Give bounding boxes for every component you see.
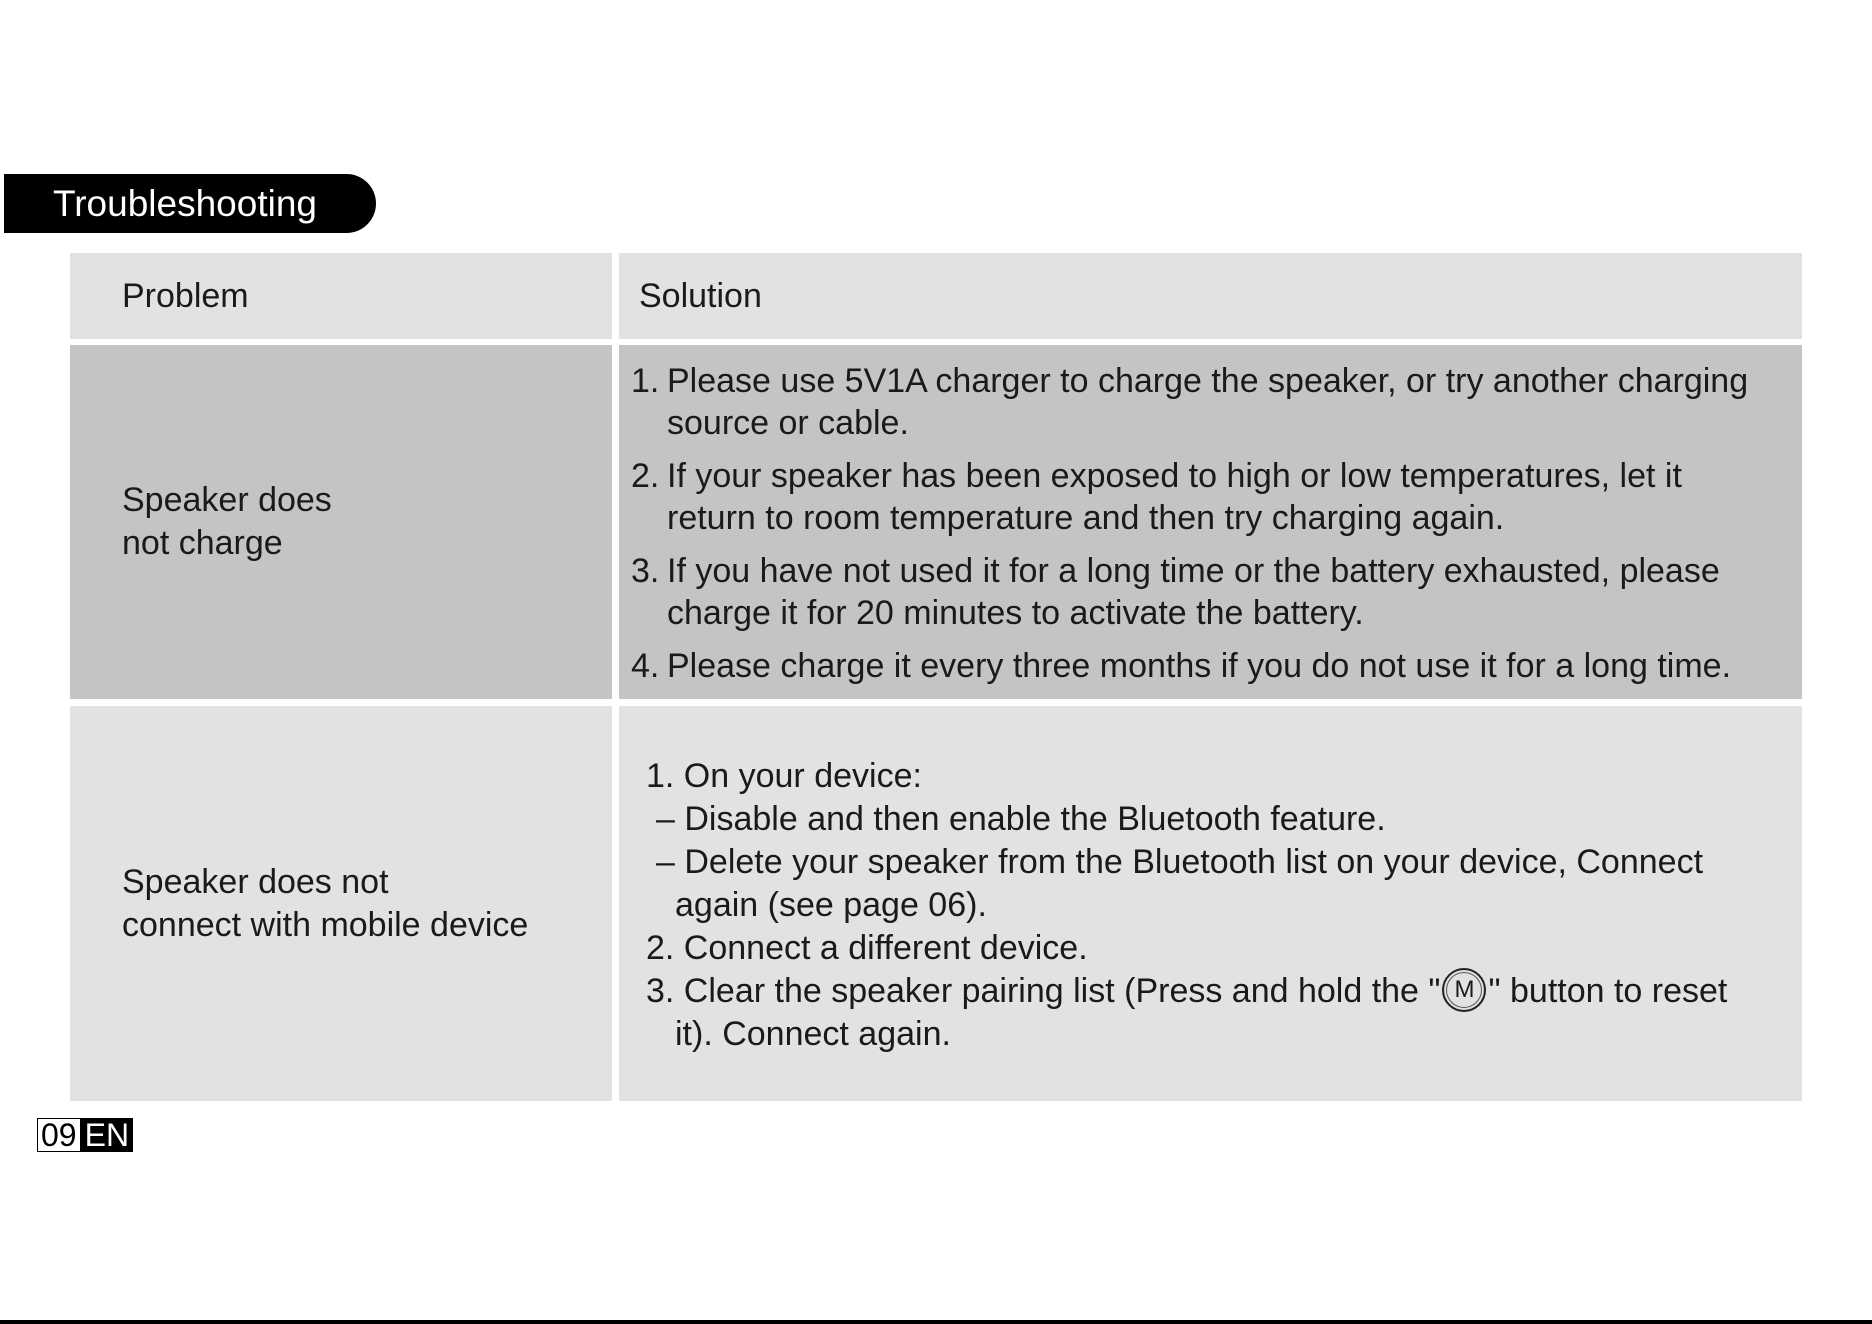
- solution-line: 1. On your device:: [646, 757, 922, 795]
- item-line: return to room temperature and then try charging again.: [667, 499, 1505, 537]
- row1-problem: [70, 345, 612, 699]
- language-badge: EN: [81, 1118, 133, 1152]
- solution-line: 2. Connect a different device.: [646, 929, 1088, 967]
- row1-problem-line2: not charge: [122, 524, 283, 562]
- header-problem: Problem: [70, 253, 612, 339]
- item-line: source or cable.: [667, 404, 909, 442]
- row2-problem-line2: connect with mobile device: [122, 905, 529, 944]
- page-marker: [37, 1118, 133, 1152]
- row2-solution: [619, 706, 1802, 1101]
- solution-item: [631, 645, 1802, 687]
- row1-problem-line1: Speaker does: [122, 481, 332, 519]
- section-title: Troubleshooting: [4, 174, 376, 233]
- solution-line: – Disable and then enable the Bluetooth feature.: [656, 800, 1386, 838]
- solution-item: [631, 455, 1802, 539]
- solution-line: – Delete your speaker from the Bluetooth list on your device, Connect: [656, 843, 1704, 881]
- item-number: 2.: [631, 457, 660, 495]
- row2-problem: [70, 706, 612, 1101]
- row1-solution: [619, 345, 1802, 699]
- item-number: 1.: [631, 362, 660, 400]
- page-number: 09: [37, 1118, 81, 1152]
- line-text-before: 3. Clear the speaker pairing list (Press and hold the ": [646, 972, 1441, 1010]
- item-line: If your speaker has been exposed to high or low temperatures, let it: [667, 457, 1682, 495]
- item-number: 4.: [631, 647, 660, 685]
- item-line: charge it for 20 minutes to activate the battery.: [667, 594, 1364, 632]
- item-line: If you have not used it for a long time or the battery exhausted, please: [667, 552, 1720, 590]
- item-line: Please charge it every three months if you do not use it for a long time.: [667, 647, 1732, 685]
- solution-item: [631, 550, 1802, 634]
- line-text-after: " button to reset: [1488, 972, 1728, 1010]
- solution-item: [631, 360, 1802, 444]
- item-line: Please use 5V1A charger to charge the speaker, or try another charging: [667, 362, 1749, 400]
- row2-problem-line1: Speaker does not: [122, 862, 389, 901]
- solution-line: again (see page 06).: [675, 886, 987, 924]
- solution-line: it). Connect again.: [675, 1015, 951, 1053]
- header-solution: Solution: [619, 253, 1802, 339]
- item-number: 3.: [631, 552, 660, 590]
- m-button-icon: M: [1442, 968, 1486, 1012]
- solution-line-with-icon: [646, 970, 1802, 1013]
- bottom-divider: [0, 1320, 1872, 1324]
